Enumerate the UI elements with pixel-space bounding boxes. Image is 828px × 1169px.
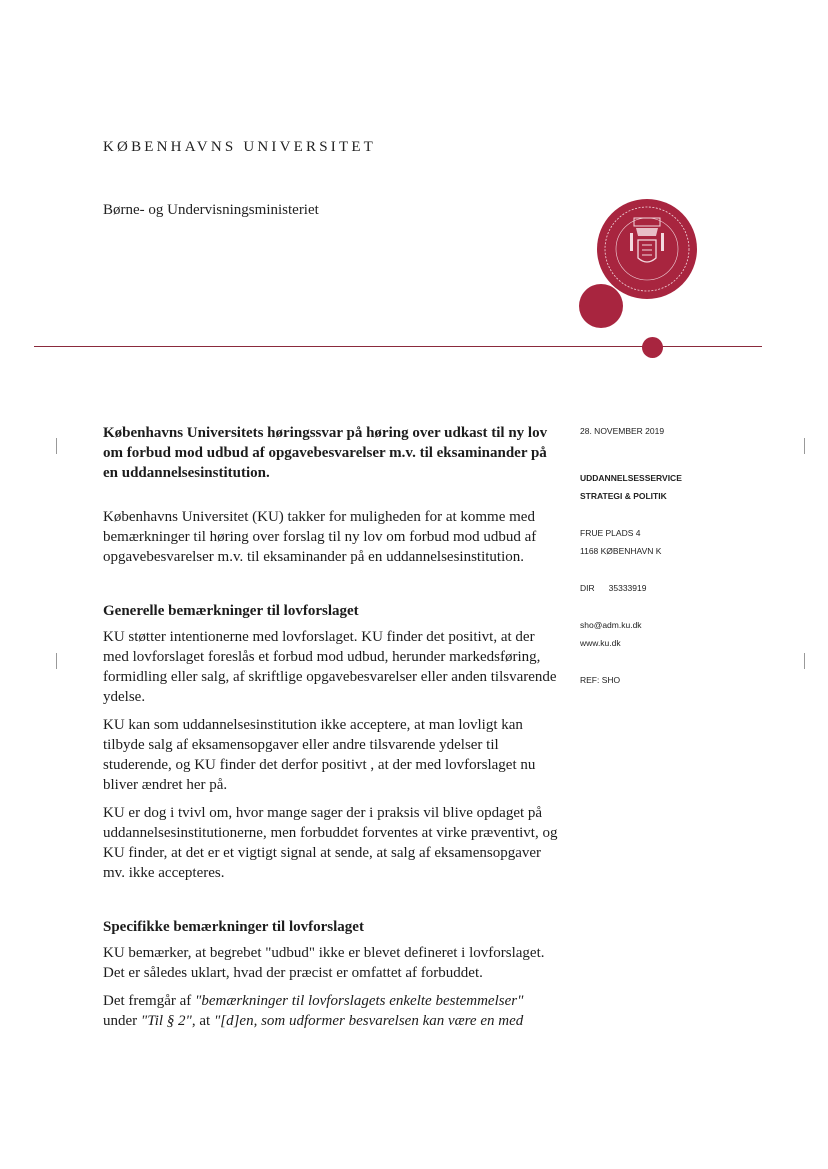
letter-date: 28. NOVEMBER 2019 <box>580 426 665 436</box>
website-link[interactable]: www.ku.dk <box>580 638 621 648</box>
decorative-circle-large <box>579 284 623 328</box>
quote-italic: "[d]en, som udformer besvarelsen kan være en med <box>213 1013 524 1029</box>
dir-label: DIR <box>580 583 595 593</box>
quote-italic: "Til § 2" <box>140 1013 192 1029</box>
reference: REF: SHO <box>580 675 621 685</box>
unit-name: UDDANNELSESSERVICE <box>580 473 682 483</box>
university-name: KØBENHAVNS UNIVERSITET <box>103 139 377 155</box>
paragraph-with-quotes <box>103 991 558 1031</box>
email-link[interactable]: sho@adm.ku.dk <box>580 620 642 630</box>
direct-phone <box>580 583 646 593</box>
intro-paragraph: Københavns Universitet (KU) takker for muligheden for at komme med bemærkninger til høring over forslag til ny lov om forbud mod udbud af opgavebesvarelser m.v. til eksaminander på en uddannelsesinstitution. <box>103 509 537 565</box>
address-city: 1168 KØBENHAVN K <box>580 546 662 556</box>
text-run: Det fremgår af <box>103 993 196 1009</box>
letter-body <box>103 423 558 1039</box>
dir-value: 35333919 <box>608 583 647 593</box>
margin-mark <box>804 653 805 669</box>
recipient: Børne- og Undervisningsministeriet <box>103 202 319 218</box>
section-heading-general: Generelle bemærkninger til lovforslaget <box>103 603 359 619</box>
text-run: , at <box>191 1013 214 1029</box>
ku-seal-icon <box>596 198 698 300</box>
margin-mark <box>56 438 57 454</box>
text-run: under <box>103 1013 141 1029</box>
quote-italic: "bemærkninger til lovforslagets enkelte bestemmelser" <box>195 993 524 1009</box>
paragraph: KU støtter intentionerne med lovforslaget. KU finder det positivt, at der med lovforslaget foreslås et forbud mod udbud, herunder markedsføring, formidling eller salg, af skriftlige opgavebesvarelser eller anden tilsvarende ydelse. <box>103 629 557 705</box>
paragraph: KU bemærker, at begrebet "udbud" ikke er blevet defineret i lovforslaget. Det er således uklart, hvad der præcist er omfattet af forbuddet. <box>103 945 545 981</box>
paragraph: KU er dog i tvivl om, hvor mange sager der i praksis vil blive opdaget på uddannelsesinstitutionerne, men forbuddet forventes at virke præventivt, og KU finder, at det er et vigtigt signal at sende, at salg af eksamensopgaver mv. ikke accepteres. <box>103 805 558 881</box>
document-title: Københavns Universitets høringssvar på høring over udkast til ny lov om forbud mod udbud af opgavebesvarelser m.v. til eksaminander på en uddannelsesinstitution. <box>103 425 548 481</box>
unit-subname: STRATEGI & POLITIK <box>580 491 667 501</box>
paragraph: KU kan som uddannelsesinstitution ikke acceptere, at man lovligt kan tilbyde salg af eksamensopgaver eller andre tilsvarende ydelser til studerende, og KU finder det derfor positivt , at der med lovforslaget nu bliver ændret her på. <box>103 717 536 793</box>
section-heading-specific: Specifikke bemærkninger til lovforslaget <box>103 919 364 935</box>
margin-mark <box>804 438 805 454</box>
address-street: FRUE PLADS 4 <box>580 528 641 538</box>
margin-mark <box>56 653 57 669</box>
decorative-circle-small <box>642 337 663 358</box>
